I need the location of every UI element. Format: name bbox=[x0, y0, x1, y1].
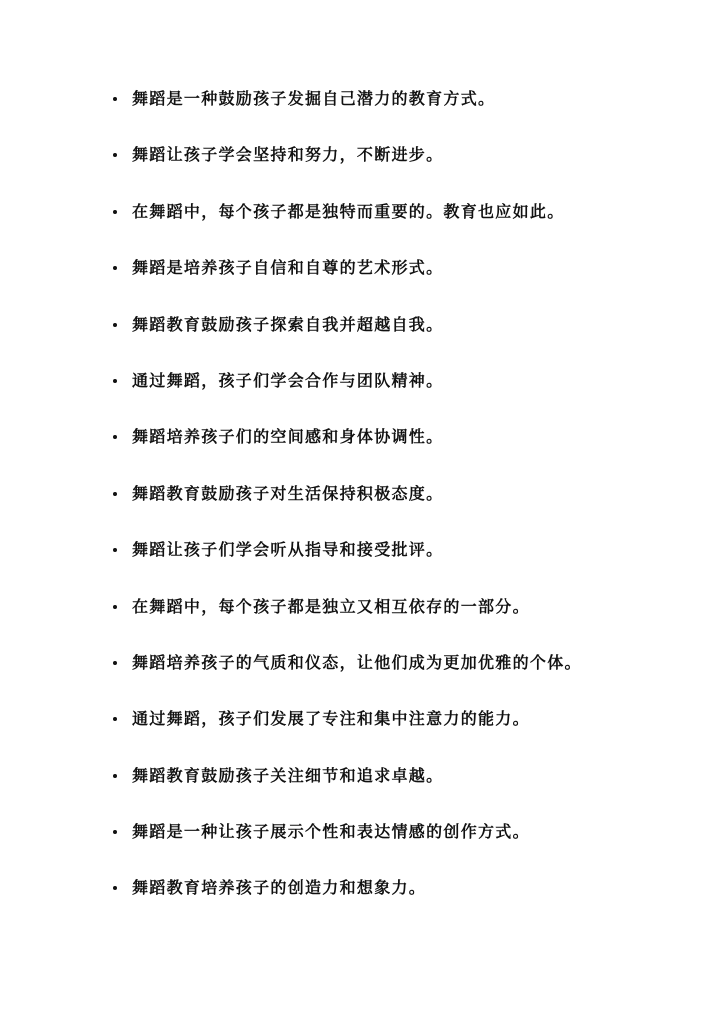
list-item bbox=[0, 536, 720, 592]
list-item-text: 舞蹈让孩子学会坚持和努力，不断进步。 bbox=[132, 145, 444, 165]
list-item bbox=[0, 874, 720, 930]
bullet-dot-icon bbox=[113, 379, 117, 383]
bullet-dot-icon bbox=[113, 774, 117, 778]
bullet-dot-icon bbox=[113, 266, 117, 270]
bullet-dot-icon bbox=[113, 435, 117, 439]
list-item-text: 舞蹈是一种鼓励孩子发掘自己潜力的教育方式。 bbox=[132, 89, 496, 108]
list-item bbox=[0, 254, 720, 310]
bullet-dot-icon bbox=[113, 830, 117, 834]
bullet-dot-icon bbox=[113, 605, 117, 609]
list-item-text: 舞蹈教育培养孩子的创造力和想象力。 bbox=[132, 878, 427, 898]
list-item bbox=[0, 762, 720, 818]
bullet-dot-icon bbox=[113, 492, 117, 496]
list-item bbox=[0, 818, 720, 874]
list-item-text: 舞蹈教育鼓励孩子探索自我并超越自我。 bbox=[132, 314, 444, 334]
list-item-text: 舞蹈是培养孩子自信和自尊的艺术形式。 bbox=[132, 258, 444, 278]
bullet-dot-icon bbox=[113, 717, 117, 721]
list-item-text: 舞蹈教育鼓励孩子关注细节和追求卓越。 bbox=[132, 765, 444, 785]
list-item-text: 舞蹈教育鼓励孩子对生活保持积极态度。 bbox=[132, 483, 444, 503]
list-item-text: 舞蹈是一种让孩子展示个性和表达情感的创作方式。 bbox=[132, 822, 530, 842]
list-item bbox=[0, 593, 720, 649]
bullet-dot-icon bbox=[113, 97, 117, 101]
list-item bbox=[0, 649, 720, 705]
list-item bbox=[0, 367, 720, 423]
list-item-text: 在舞蹈中，每个孩子都是独特而重要的。教育也应如此。 bbox=[132, 201, 565, 221]
list-item bbox=[0, 198, 720, 254]
list-item-text: 舞蹈让孩子们学会听从指导和接受批评。 bbox=[132, 540, 444, 560]
bullet-dot-icon bbox=[113, 153, 117, 157]
bullet-dot-icon bbox=[113, 661, 117, 665]
list-item bbox=[0, 480, 720, 536]
list-item-text: 舞蹈培养孩子的气质和仪态，让他们成为更加优雅的个体。 bbox=[132, 652, 582, 672]
bullet-dot-icon bbox=[113, 323, 117, 327]
list-item-text: 通过舞蹈，孩子们发展了专注和集中注意力的能力。 bbox=[132, 709, 530, 729]
list-item bbox=[0, 311, 720, 367]
list-item-text: 通过舞蹈，孩子们学会合作与团队精神。 bbox=[132, 370, 444, 390]
list-item-text: 在舞蹈中，每个孩子都是独立又相互依存的一部分。 bbox=[132, 596, 530, 616]
bullet-list bbox=[0, 85, 720, 931]
list-item bbox=[0, 85, 720, 141]
bullet-dot-icon bbox=[113, 210, 117, 214]
bullet-dot-icon bbox=[113, 548, 117, 552]
list-item bbox=[0, 423, 720, 479]
list-item bbox=[0, 141, 720, 197]
list-item-text: 舞蹈培养孩子们的空间感和身体协调性。 bbox=[132, 427, 444, 447]
list-item bbox=[0, 705, 720, 761]
bullet-dot-icon bbox=[113, 886, 117, 890]
